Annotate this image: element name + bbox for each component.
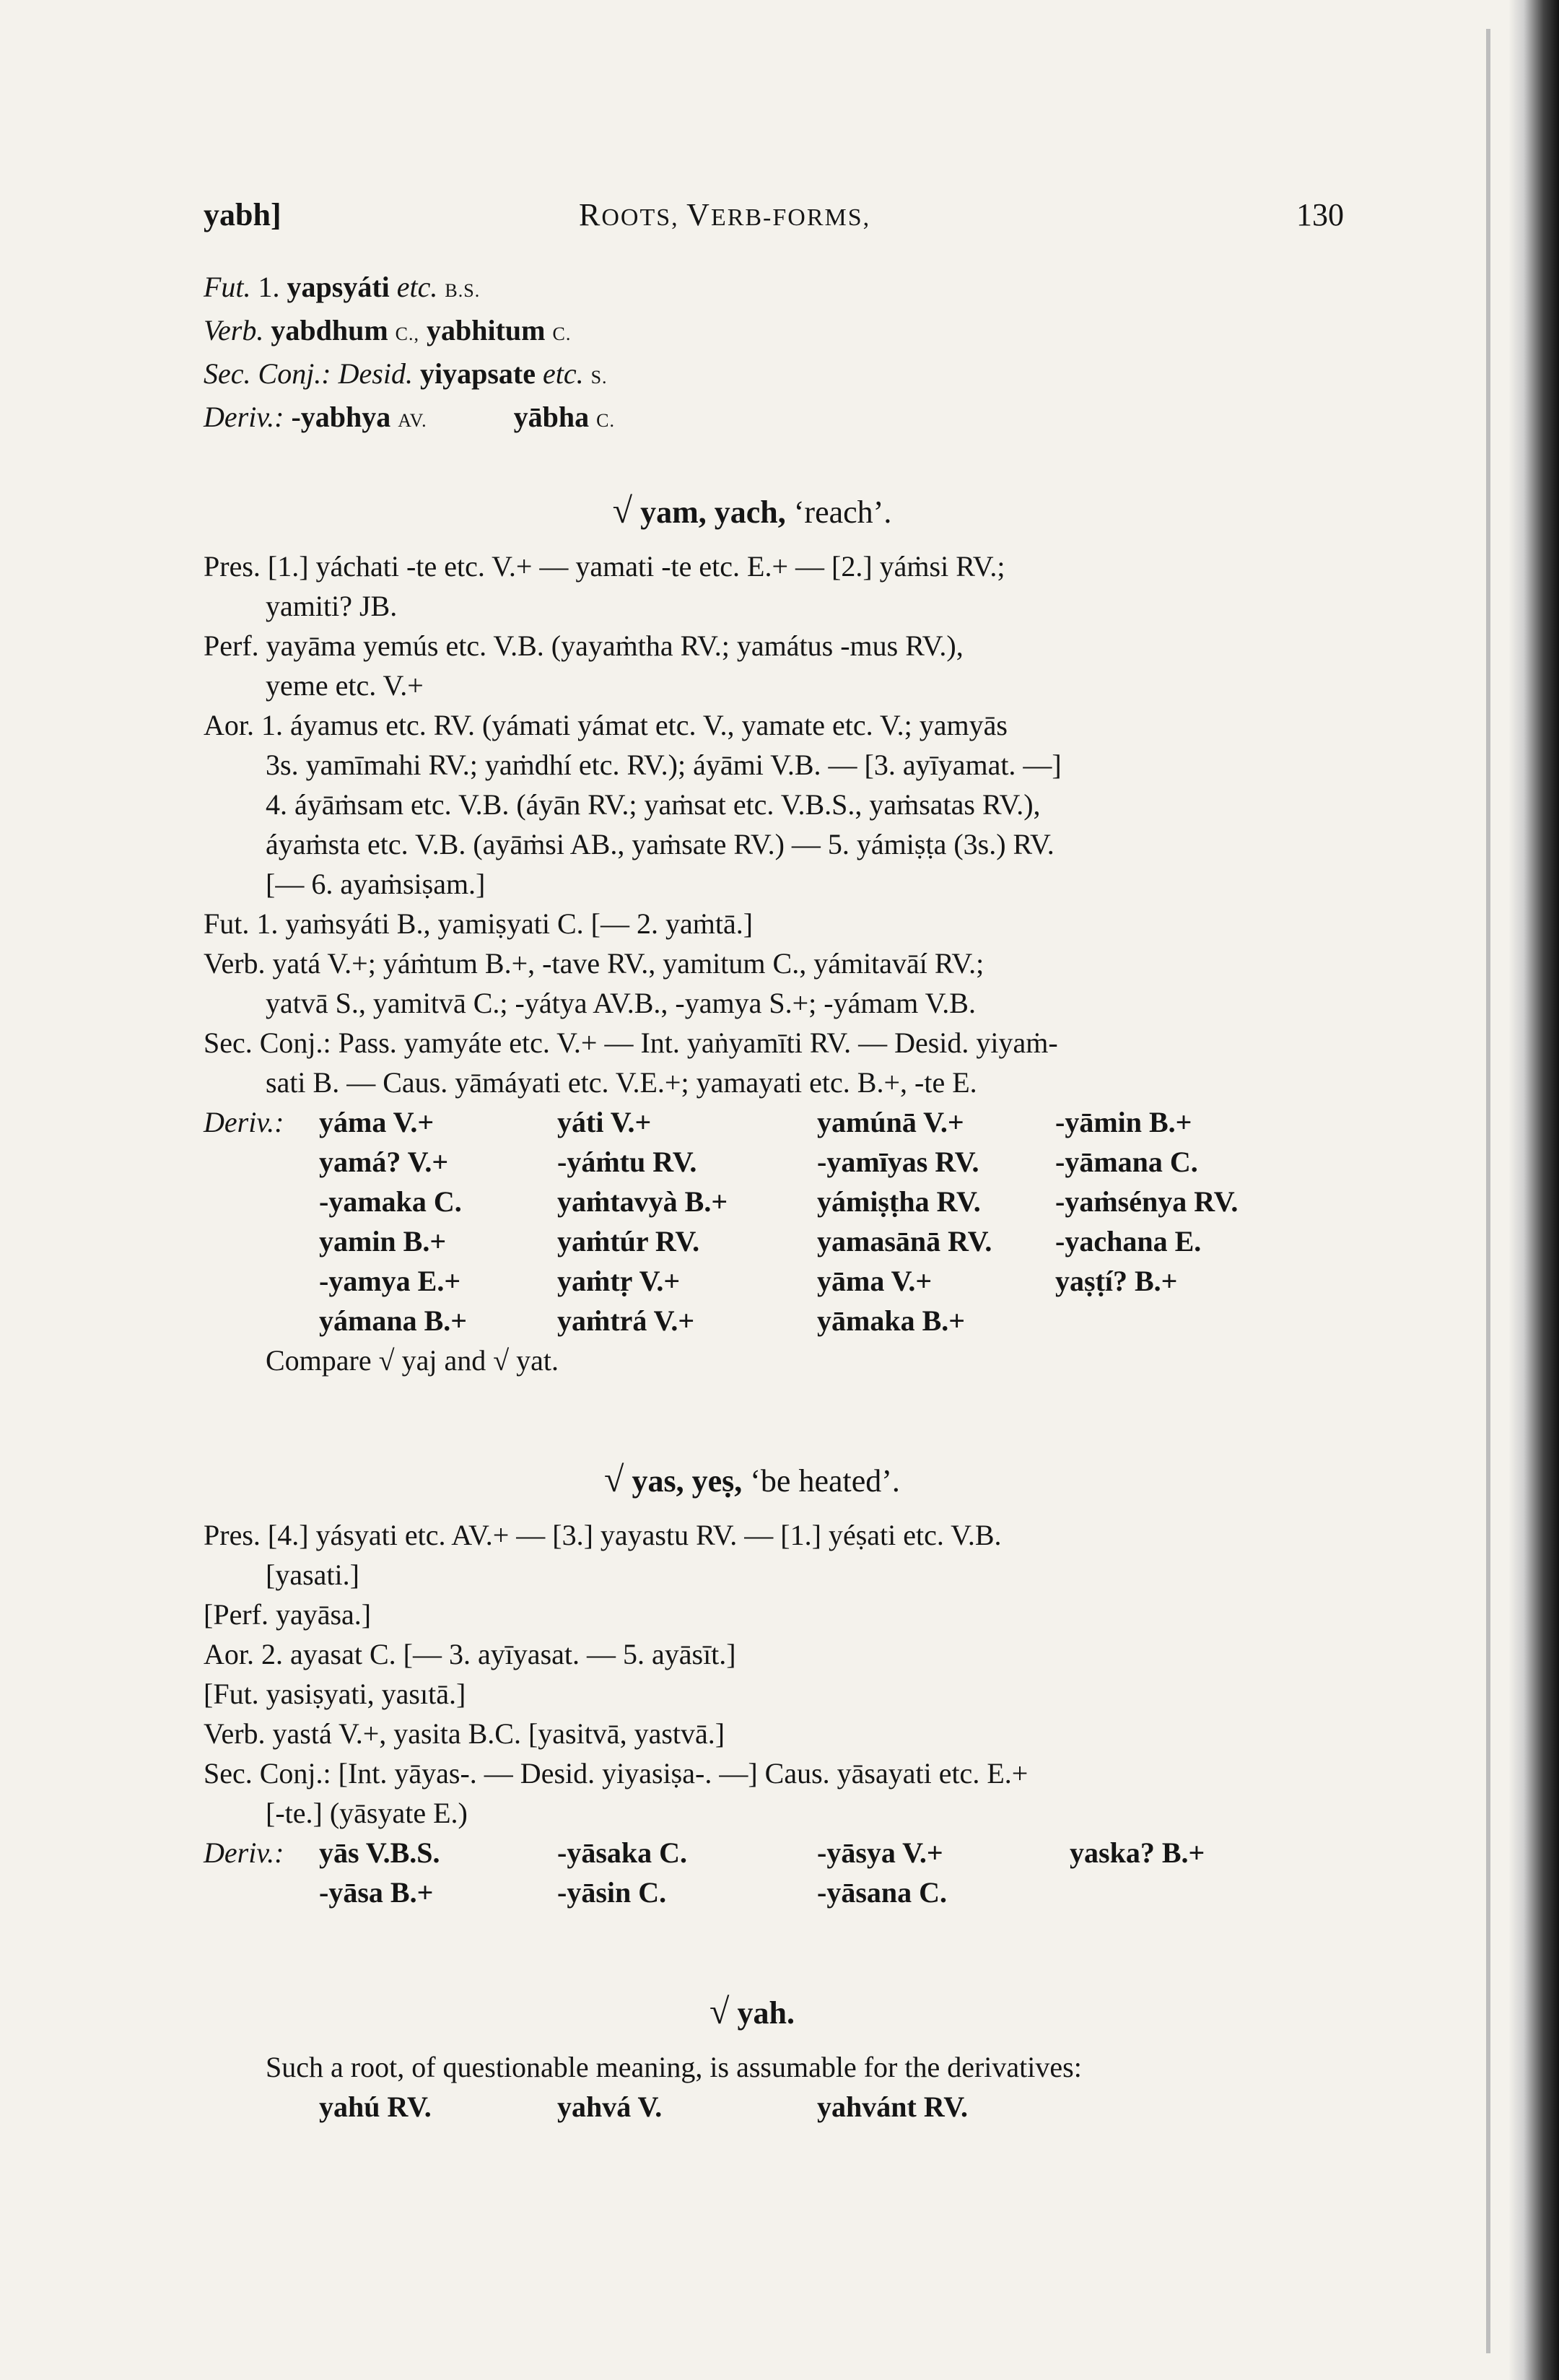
verb-form: yabhitum <box>426 314 546 346</box>
yabh-verb-line <box>204 310 1301 354</box>
header-title <box>579 195 870 237</box>
yam-line: Aor. 1. áyamus etc. RV. (yámati yámat etc. V., yamate etc. V.; yamyās <box>204 709 1008 741</box>
yam-line: yeme etc. V.+ <box>266 669 424 702</box>
page-content <box>204 195 1344 2127</box>
deriv-cell: yās V.B.S. <box>319 1836 440 1869</box>
yas-line: Pres. [4.] yásyati etc. AV.+ — [3.] yayastu RV. — [1.] yéṣati etc. V.B. <box>204 1519 1002 1551</box>
root-title: yam, yach, <box>640 494 786 530</box>
deriv-cell: yamin B.+ <box>319 1225 447 1257</box>
yam-forms <box>204 546 1301 1102</box>
yam-root-heading <box>204 491 1301 532</box>
page-edge-shadow <box>1508 0 1559 2380</box>
deriv-cell: -yāmana C. <box>1055 1146 1198 1178</box>
deriv-cell: yamúnā V.+ <box>817 1106 964 1138</box>
verb-source: C., <box>395 323 419 344</box>
yam-line: [— 6. ayaṁsiṣam.] <box>266 868 486 900</box>
deriv-cell: yaṁtṛ V.+ <box>557 1265 681 1297</box>
compare-note: Compare √ yaj and √ yat. <box>266 1344 559 1377</box>
deriv-cell: yāma V.+ <box>817 1265 933 1297</box>
yas-line: Aor. 2. ayasat C. [— 3. ayīyasat. — 5. ayāsīt.] <box>204 1638 736 1670</box>
header-title-v: V <box>686 197 711 232</box>
desid-form: yiyapsate <box>419 357 536 390</box>
deriv-cell: yaṁtúr RV. <box>557 1225 700 1257</box>
yam-line: Perf. yayāma yemús etc. V.B. (yayaṁtha RV.; yamátus -mus RV.), <box>204 629 964 662</box>
deriv-cell: -yāsya V.+ <box>817 1836 943 1869</box>
deriv-cell <box>1055 1301 1315 1341</box>
verb-form: yabdhum <box>271 314 388 346</box>
deriv-cell: yāmaka B.+ <box>817 1304 966 1337</box>
yah-deriv-row <box>204 2087 1301 2127</box>
yas-line: Sec. Conj.: [Int. yāyas-. — Desid. yiyasiṣa-. —] Caus. yāsayati etc. E.+ <box>204 1757 1029 1790</box>
yabh-section <box>204 267 1301 440</box>
yam-line: Verb. yatá V.+; yáṁtum B.+, -tave RV., yamitum C., yámitavāí RV.; <box>204 947 984 980</box>
deriv-cell <box>1070 1873 1329 1912</box>
deriv-cell: -yāsaka C. <box>557 1836 688 1869</box>
header-title-erbforms: ERB-FORMS, <box>710 204 871 231</box>
deriv-cell: yahú RV. <box>319 2091 432 2123</box>
deriv-label: Deriv.: <box>204 1836 284 1869</box>
header-title-r: R <box>579 197 602 232</box>
deriv-cell: -yamya E.+ <box>319 1265 461 1297</box>
deriv-source: C. <box>596 410 615 431</box>
page-number: 130 <box>1296 197 1344 232</box>
deriv-cell: -yāsa B.+ <box>319 1876 434 1909</box>
page-edge-line <box>1486 29 1490 2353</box>
deriv-cell: yaska? B.+ <box>1070 1836 1205 1869</box>
yam-line: yatvā S., yamitvā C.; -yátya AV.B., -yamya S.+; -yámam V.B. <box>266 987 976 1019</box>
yah-note: Such a root, of questionable meaning, is assumable for the derivatives: <box>266 2051 1082 2083</box>
header-title-oots: OOTS, <box>601 204 687 231</box>
deriv-cell: yaṁtrá V.+ <box>557 1304 695 1337</box>
yabh-sec-line <box>204 354 1301 397</box>
deriv-cell: yahvánt RV. <box>817 2091 969 2123</box>
yam-deriv-table <box>204 1102 1301 1341</box>
yas-line: Verb. yastá V.+, yasita B.C. [yasitvā, yastvā.] <box>204 1717 725 1750</box>
yas-line: [yasati.] <box>266 1559 359 1591</box>
deriv-source: AV. <box>398 410 427 431</box>
root-meaning: ‘reach’. <box>793 494 892 530</box>
deriv-cell: -yamīyas RV. <box>817 1146 979 1178</box>
yas-deriv-table <box>204 1833 1301 1912</box>
yam-line: 3s. yamīmahi RV.; yaṁdhí etc. RV.); áyāmi V.B. — [3. ayīyamat. —] <box>266 749 1062 781</box>
deriv-label: Deriv.: <box>204 1106 284 1138</box>
deriv-cell: -yaṁsénya RV. <box>1055 1185 1239 1218</box>
sec-etc: etc. <box>542 357 584 390</box>
verb-source: C. <box>552 323 572 344</box>
deriv-cell: yaṁtavyà B.+ <box>557 1185 728 1218</box>
deriv-cell: yáma V.+ <box>319 1106 434 1138</box>
deriv-cell: -yāsana C. <box>817 1876 948 1909</box>
radical-icon: √ <box>709 1991 730 2031</box>
sec-source: S. <box>590 367 608 388</box>
verb-label: Verb. <box>204 314 264 346</box>
root-meaning: ‘be heated’. <box>750 1463 900 1499</box>
yam-line: sati B. — Caus. yāmáyati etc. V.E.+; yamayati etc. B.+, -te E. <box>266 1066 977 1099</box>
root-title: yas, yeṣ, <box>632 1463 743 1499</box>
deriv-cell: -yāsin C. <box>557 1876 667 1909</box>
sec-conj-label: Sec. Conj.: <box>204 357 331 390</box>
deriv-cell: -yāmin B.+ <box>1055 1106 1192 1138</box>
fut-form: yapsyáti <box>287 271 390 303</box>
yam-line: 4. áyāṁsam etc. V.B. (áyān RV.; yaṁsat etc. V.B.S., yaṁsatas RV.), <box>266 788 1041 821</box>
yam-line: Sec. Conj.: Pass. yamyáte etc. V.+ — Int. yaṅyamīti RV. — Desid. yiyaṁ- <box>204 1026 1058 1059</box>
yabh-deriv-line <box>204 397 1301 440</box>
deriv-cell: yáti V.+ <box>557 1106 652 1138</box>
yam-line: Fut. 1. yaṁsyáti B., yamiṣyati C. [— 2. yaṁtā.] <box>204 907 754 940</box>
yam-line: yamiti? JB. <box>266 590 398 622</box>
yas-line: [-te.] (yāsyate E.) <box>266 1797 468 1829</box>
deriv-form: -yabhya <box>291 401 391 433</box>
desid-label: Desid. <box>338 357 413 390</box>
radical-icon: √ <box>604 1459 624 1499</box>
fut-source: B.S. <box>445 280 481 301</box>
yam-line: Pres. [1.] yáchati -te etc. V.+ — yamati -te etc. E.+ — [2.] yáṁsi RV.; <box>204 550 1005 583</box>
yabh-fut-line <box>204 267 1301 310</box>
deriv-cell: yámiṣṭha RV. <box>817 1185 981 1218</box>
root-title: yah. <box>737 1995 795 2031</box>
deriv-cell: yamasānā RV. <box>817 1225 992 1257</box>
fut-label: Fut. <box>204 271 251 303</box>
deriv-cell: -yáṁtu RV. <box>557 1146 697 1178</box>
deriv-cell: -yamaka C. <box>319 1185 462 1218</box>
deriv-cell: -yachana E. <box>1055 1225 1202 1257</box>
deriv-form: yābha <box>513 401 590 433</box>
yah-root-heading <box>204 1992 1301 2033</box>
deriv-cell: yahvá V. <box>557 2091 663 2123</box>
deriv-cell: yaṣṭí? B.+ <box>1055 1265 1178 1297</box>
yas-line: [Fut. yasiṣyati, yasıtā.] <box>204 1678 466 1710</box>
running-head <box>204 195 1344 245</box>
fut-etc: etc. <box>396 271 438 303</box>
yas-line: [Perf. yayāsa.] <box>204 1598 372 1631</box>
yam-line: áyaṁsta etc. V.B. (ayāṁsi AB., yaṁsate RV.) — 5. yámiṣṭa (3s.) RV. <box>266 828 1054 860</box>
radical-icon: √ <box>612 490 633 531</box>
yas-root-heading <box>204 1460 1301 1501</box>
deriv-cell: yamá? V.+ <box>319 1146 449 1178</box>
fut-number: 1. <box>258 271 280 303</box>
deriv-cell: yámana B.+ <box>319 1304 468 1337</box>
deriv-label: Deriv.: <box>204 401 284 433</box>
header-left: yabh] <box>204 197 281 232</box>
yas-forms <box>204 1515 1301 1833</box>
